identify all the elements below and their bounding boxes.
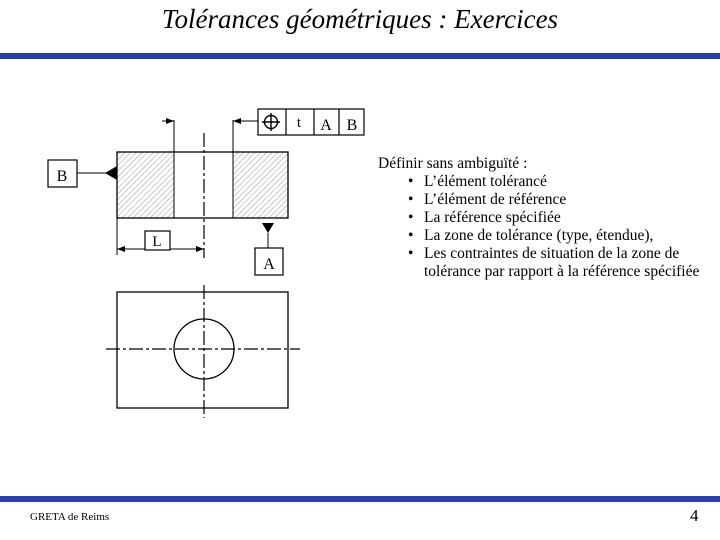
page-number: 4 [690, 506, 699, 525]
instructions-text [378, 155, 708, 281]
top-view-outline [117, 292, 288, 408]
footer-organization: GRETA de Reims [30, 511, 110, 523]
frame-datum-secondary: B [346, 117, 358, 134]
datum-a-label: A [263, 256, 275, 273]
footer-divider-bar [0, 496, 720, 502]
instructions-heading: Définir sans ambiguïté : [378, 155, 528, 172]
top-view [106, 285, 300, 418]
tolerance-value: t [296, 115, 302, 131]
datum-b-label: B [56, 168, 68, 185]
diameter-dimension [162, 118, 258, 124]
list-item: • La référence spécifiée [408, 209, 708, 227]
feature-control-frame [258, 109, 364, 135]
list-item: • Les contraintes de situation de la zone de tolérance par rapport à la référence spécifiée [408, 245, 708, 281]
section-view [117, 120, 288, 258]
frame-datum-primary: A [320, 117, 332, 134]
hatched-section-right [233, 152, 288, 218]
datum-a-symbol [255, 223, 283, 275]
dimension-l-label: L [152, 234, 162, 250]
dimension-l [117, 218, 204, 255]
slide-title: Tolérances géométriques : Exercices [161, 4, 559, 34]
instructions-list [378, 173, 708, 281]
hatched-section-left [117, 152, 174, 218]
datum-b-symbol [48, 160, 117, 187]
list-item: • La zone de tolérance (type, étendue), [408, 227, 708, 245]
list-item: • L’élément de référence [408, 191, 708, 209]
list-item: • L’élément tolérancé [408, 173, 708, 191]
